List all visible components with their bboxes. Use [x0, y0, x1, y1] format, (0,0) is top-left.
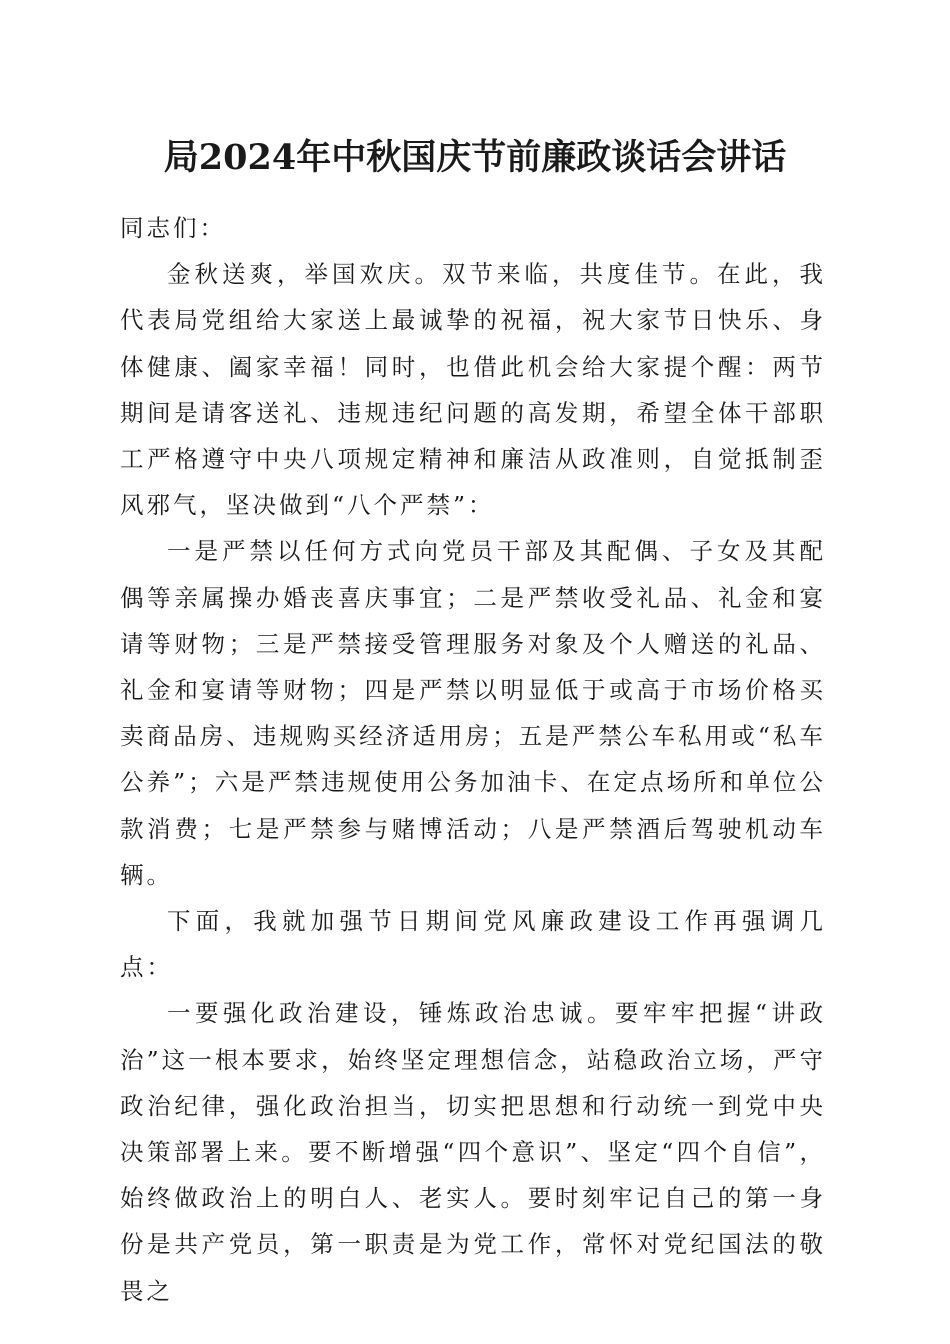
greeting-paragraph: 金秋送爽，举国欢庆。双节来临，共度佳节。在此，我代表局党组给大家送上最诚挚的祝福，祝大家节日快乐、身体健康、阖家幸福！同时，也借此机会给大家提个醒：两节期间是请客送礼、违规违纪问题的高发期，希望全体干部职工严格遵守中央八项规定精神和廉洁从政准则，自觉抵制歪风邪气，坚决做到“八个严禁”：	[120, 260, 826, 520]
document-body	[120, 205, 826, 1314]
eight-prohibitions-paragraph: 一是严禁以任何方式向党员干部及其配偶、子女及其配偶等亲属操办婚丧喜庆事宜；二是严禁收受礼品、礼金和宴请等财物；三是严禁接受管理服务对象及个人赠送的礼品、礼金和宴请等财物；四是严禁以明显低于或高于市场价格买卖商品房、违规购买经济适用房；五是严禁公车私用或“私车公养”；六是严禁违规使用公务加油卡、在定点场所和单位公款消费；七是严禁参与赌博活动；八是严禁酒后驾驶机动车辆。	[120, 537, 826, 889]
salutation-paragraph: 同志们：	[120, 214, 226, 242]
document-title: 局2024年中秋国庆节前廉政谈话会讲话	[163, 137, 787, 178]
political-building-paragraph: 一要强化政治建设，锤炼政治忠诚。要牢牢把握“讲政治”这一根本要求，始终坚定理想信念，站稳政治立场，严守政治纪律，强化政治担当，切实把思想和行动统一到党中央决策部署上来。要不断增强“四个意识”、坚定“四个自信”，始终做政治上的明白人、老实人。要时刻牢记自己的第一身份是共产党员，第一职责是为党工作，常怀对党纪国法的敬畏之	[120, 999, 826, 1305]
transition-paragraph: 下面，我就加强节日期间党风廉政建设工作再强调几点：	[120, 907, 826, 982]
